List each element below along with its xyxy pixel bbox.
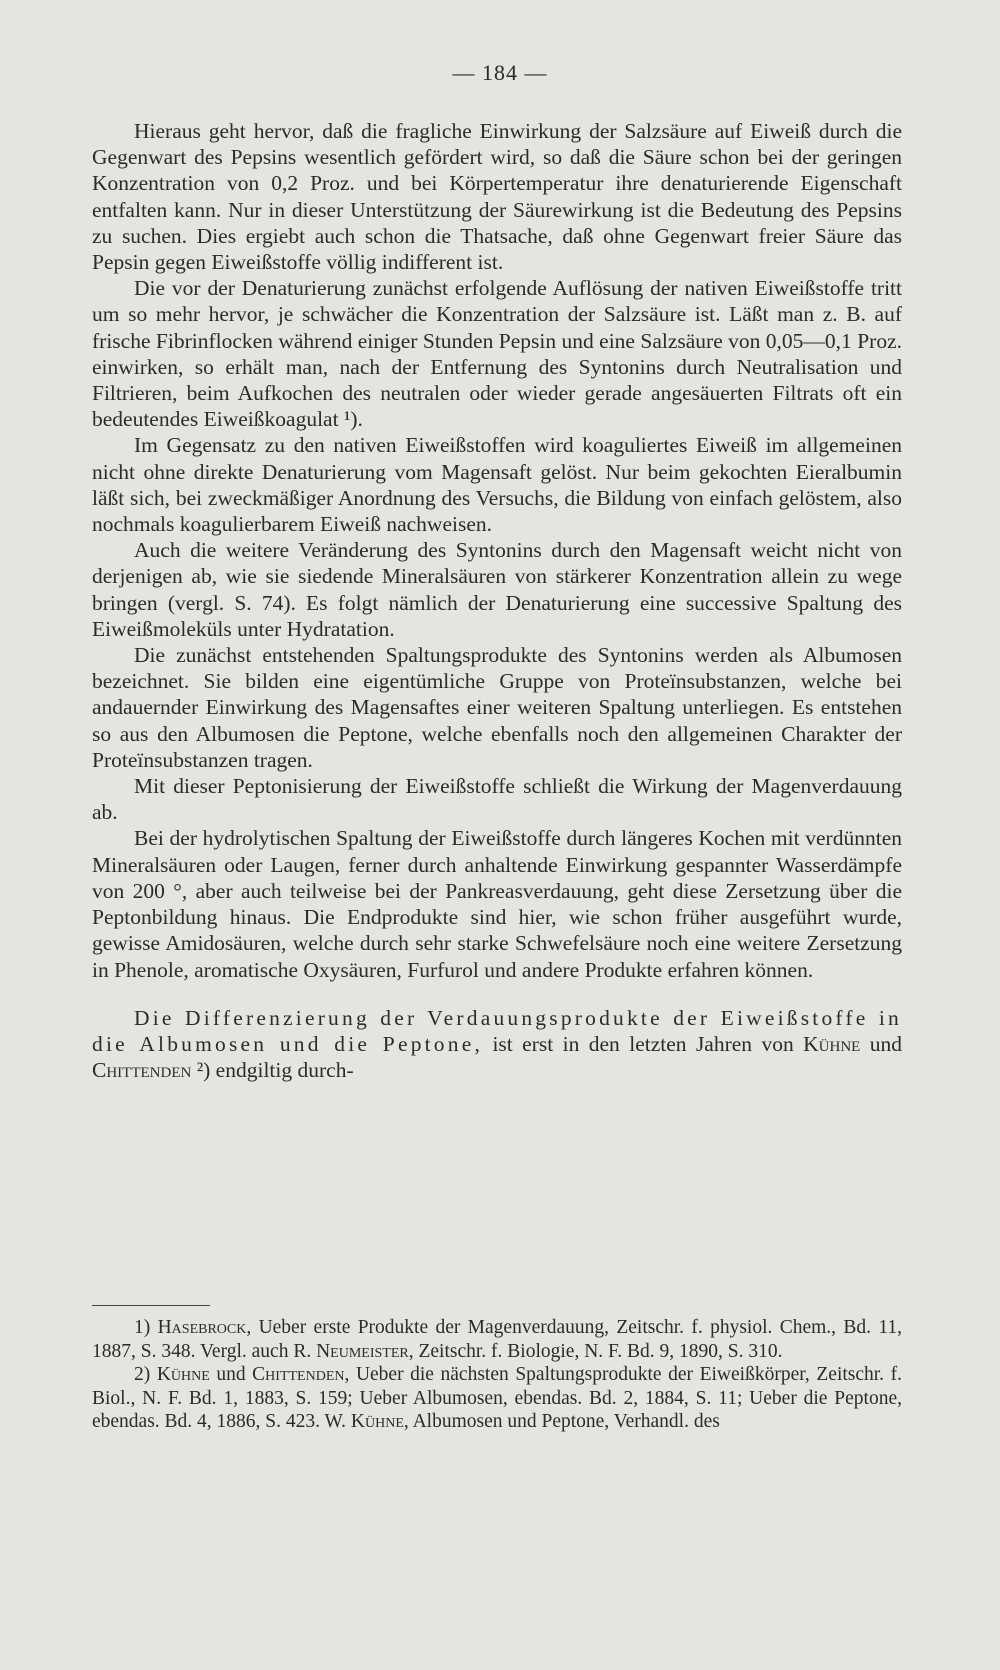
author-name: Kühne: [350, 1411, 404, 1432]
author-name: Neumeister: [316, 1340, 409, 1362]
footnote-marker: 1): [134, 1317, 158, 1338]
paragraph: Im Gegensatz zu den nativen Eiweißstoffen wird koaguliertes Eiweiß im allgemeinen nicht ohne direkte Denaturierung vom Magensaft gelöst. Nur beim gekochten Eieralbumin läßt sich, bei zweckmäßiger Anordnung des Versuchs, die Bildung von einfach gelöstem, also nochmals koagulierbarem Eiweiß nachweisen.: [92, 433, 902, 537]
author-name: Chittenden: [252, 1364, 345, 1385]
page-number: — 184 —: [452, 60, 548, 85]
text-span: ²) endgiltig durch-: [191, 1058, 354, 1083]
text-span: , Ueber die nächsten Spaltungsprodukte der Eiweißkörper, Zeitschr. f. Biol., N. F. Bd. 1, 1883, S. 159; Ueber Albumosen, ebendas. Bd. 2, 1884, S. 11; Ueber die Peptone, ebendas. Bd. 4, 1886, S. 423. W.: [92, 1364, 902, 1432]
paragraph: Bei der hydrolytischen Spaltung der Eiweißstoffe durch längeres Kochen mit verdünnten Mineralsäuren oder Laugen, ferner durch anhaltende Einwirkung gespannter Wasserdämpfe von 200 °, aber auch teilweise bei der Pankreasverdauung, geht diese Zersetzung über die Peptonbildung hinaus. Die Endprodukte sind hier, wie schon früher ausgeführt wurde, gewisse Amidosäuren, welche durch sehr starke Schwefelsäure noch eine weitere Zersetzung in Phenole, aromatische Oxysäuren, Furfurol und andere Produkte erfahren können.: [92, 826, 902, 982]
paragraph-last: [92, 1005, 902, 1084]
text-span: , Zeitschr. f. Biologie, N. F. Bd. 9, 1890, S. 310.: [408, 1340, 783, 1362]
author-name: Hasebrock: [157, 1317, 247, 1338]
paragraph: Die zunächst entstehenden Spaltungsprodukte des Syntonins werden als Albumosen bezeichnet. Sie bilden eine eigentümliche Gruppe von Proteïnsubstanzen, welche bei andauernder Einwirkung des Magensaftes einer weiteren Spaltung unterliegen. Es entstehen so aus den Albumosen die Peptone, welche ebenfalls noch den allgemeinen Charakter der Proteïnsubstanzen tragen.: [92, 643, 902, 772]
paragraph: Auch die weitere Veränderung des Syntonins durch den Magensaft weicht nicht von derjenigen ab, wie sie siedende Mineralsäuren von stärkerer Konzentration allein zu wege bringen (vergl. S. 74). Es folgt nämlich der Denaturierung eine successive Spaltung des Eiweißmoleküls unter Hydratation.: [92, 538, 902, 641]
footnote-marker: 2): [134, 1364, 157, 1385]
author-name: Kühne: [156, 1364, 210, 1385]
body-text: [92, 118, 902, 1083]
author-name: Kühne: [803, 1031, 861, 1056]
paragraph: Mit dieser Peptonisierung der Eiweißstoffe schließt die Wirkung der Magenverdauung ab.: [92, 774, 902, 825]
text-span: und: [860, 1031, 902, 1056]
footnote-divider: [92, 1305, 210, 1306]
text-span: , Ueber erste Produkte der Magenverdauung, Zeitschr. f. physiol. Chem., Bd. 11, 1887, S. 348. Vergl. auch R.: [92, 1317, 902, 1362]
paragraph: Hieraus geht hervor, daß die fragliche Einwirkung der Salzsäure auf Eiweiß durch die Gegenwart des Pepsins wesentlich gefördert wird, so daß die Säure schon bei der geringen Konzentration von 0,2 Proz. und bei Körpertemperatur ihre denaturierende Eigenschaft entfalten kann. Nur in dieser Unterstützung der Säurewirkung ist die Bedeutung des Pepsins zu suchen. Dies ergiebt auch schon die Thatsache, daß ohne Gegenwart freier Säure das Pepsin gegen Eiweißstoffe völlig indifferent ist.: [92, 119, 902, 275]
footnote: [92, 1363, 902, 1434]
author-name: Chittenden: [92, 1058, 192, 1083]
footnotes: [92, 1316, 902, 1434]
spaced-emphasis: Die Differenzierung der Verdauungsprodukte der Eiweißstoffe in die Albumosen und die Peptone,: [92, 1005, 902, 1056]
text-span: , Albumosen und Peptone, Verhandl. des: [403, 1411, 720, 1432]
paragraph: Die vor der Denaturierung zunächst erfolgende Auflösung der nativen Eiweißstoffe tritt um so mehr hervor, je schwächer die Konzentration der Salzsäure ist. Läßt man z. B. auf frische Fibrinflocken während einiger Stunden Pepsin und eine Salzsäure von 0,05—0,1 Proz. einwirken, so erhält man, nach der Entfernung des Syntonins durch Neutralisation und Filtrieren, beim Aufkochen des neutralen oder wieder gerade angesäuerten Filtrats oft ein bedeutendes Eiweißkoagulat ¹).: [92, 276, 902, 432]
text-span: und: [209, 1364, 253, 1385]
footnote: [92, 1316, 902, 1363]
text-span: ist erst in den letzten Jahren von: [483, 1031, 804, 1056]
